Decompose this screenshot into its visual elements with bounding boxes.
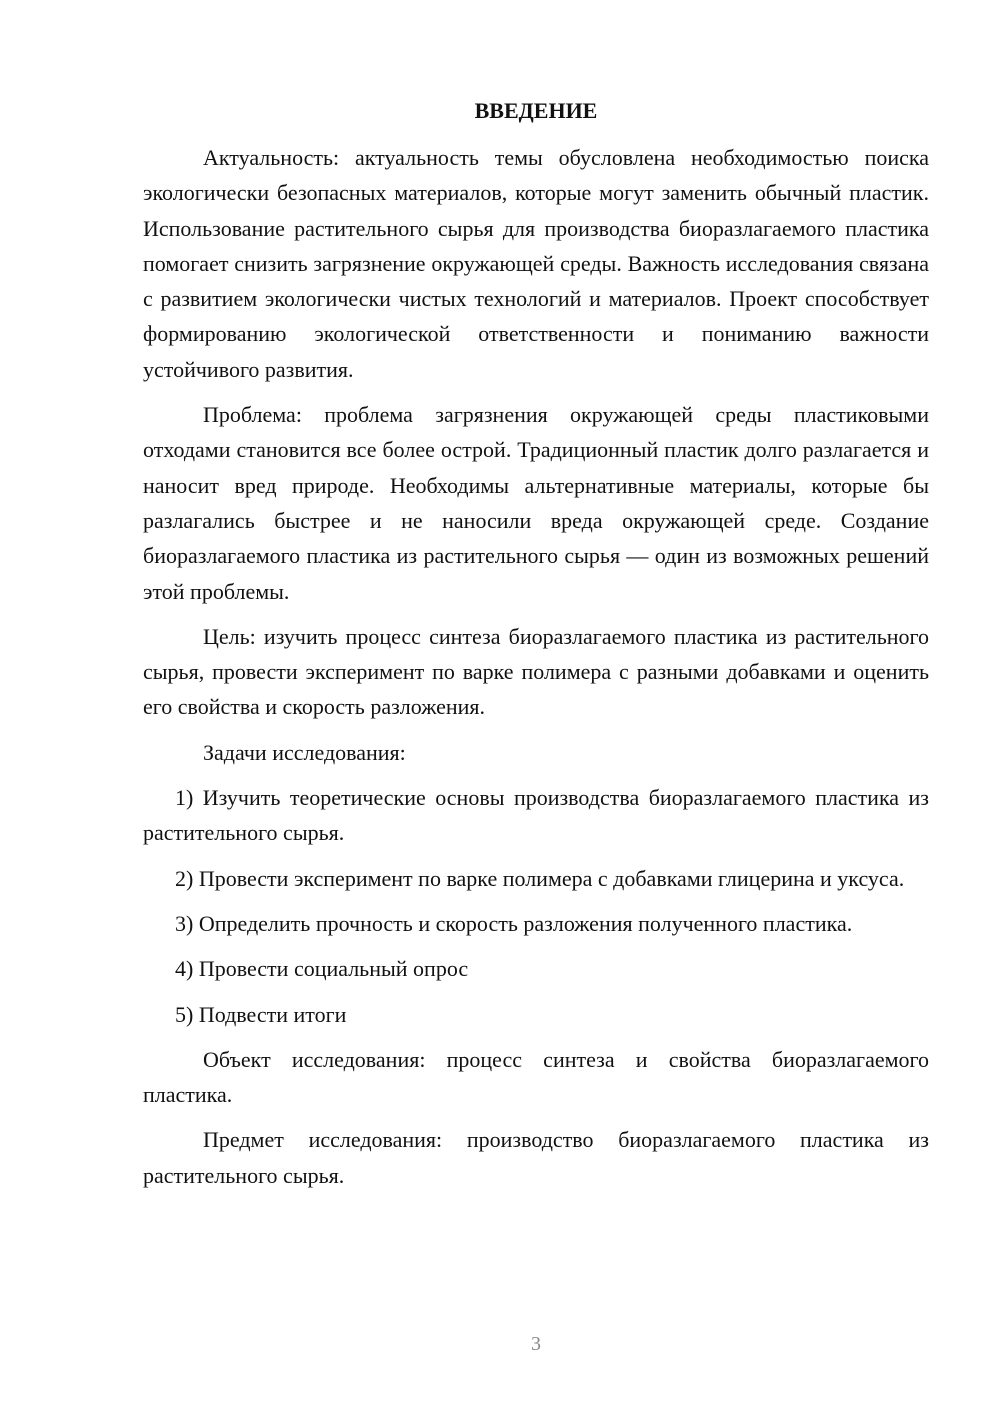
page-title: ВВЕДЕНИЕ xyxy=(474,98,598,123)
task-item-4: 4) Провести социальный опрос xyxy=(175,956,469,982)
task-item-2: 2) Провести эксперимент по варке полимера с добавками глицерина и уксуса. xyxy=(175,865,905,891)
task-item-1: 1) Изучить теоретические основы производства биоразлагаемого пластика из растительного сырья. xyxy=(143,785,929,846)
task-item-5: 5) Подвести итоги xyxy=(175,1001,347,1027)
goal-paragraph: Цель: изучить процесс синтеза биоразлагаемого пластика из растительного сырья, провести эксперимент по варке полимера с разными добавками и оценить его свойства и скорость разложения. xyxy=(143,623,929,720)
tasks-heading: Задачи исследования: xyxy=(203,739,406,765)
page-number: 3 xyxy=(531,1333,541,1355)
task-item-3: 3) Определить прочность и скорость разложения полученного пластика. xyxy=(175,910,853,936)
object-paragraph: Объект исследования: процесс синтеза и свойства биоразлагаемого пластика. xyxy=(143,1046,929,1108)
subject-paragraph: Предмет исследования: производство биоразлагаемого пластика из растительного сырья. xyxy=(143,1127,929,1188)
relevance-paragraph: Актуальность: актуальность темы обусловлена необходимостью поиска экологически безопасных материалов, которые могут заменить обычный пластик. Использование растительного сырья для производства биоразлагаемого пластика помогает снизить загрязнение окружающей среды. Важность исследования связана с развитием экологически чистых технологий и материалов. Проект способствует формированию экологической ответственности и пониманию важности устойчивого развития. xyxy=(143,145,929,382)
document-body xyxy=(143,96,929,1203)
problem-paragraph: Проблема: проблема загрязнения окружающей среды пластиковыми отходами становится все более острой. Традиционный пластик долго разлагается и наносит вред природе. Необходимы альтернативные материалы, которые бы разлагались быстрее и не наносили вреда окружающей среде. Создание биоразлагаемого пластика из растительного сырья — один из возможных решений этой проблемы. xyxy=(143,402,929,604)
